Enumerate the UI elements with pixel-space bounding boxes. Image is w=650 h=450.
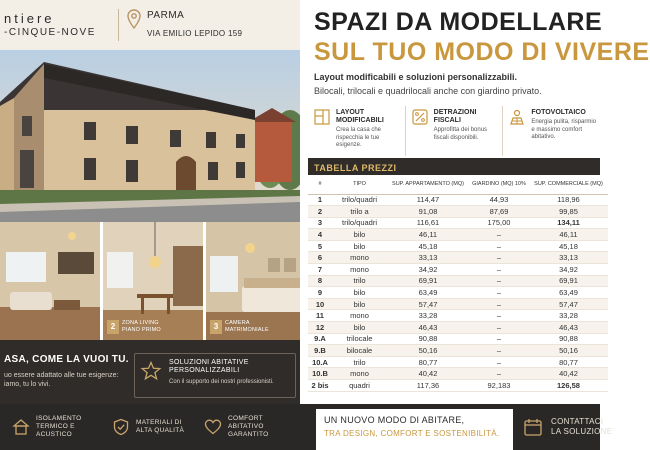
brand-name [0, 11, 118, 40]
layout-icon [314, 109, 330, 125]
footer-feature-label: MATERIALI DI ALTA QUALITÀ [136, 419, 185, 434]
table-cell: mono [332, 310, 387, 322]
table-cell: 57,47 [529, 298, 608, 310]
headline-accent: SUL TUO MODO DI VIVERE [314, 38, 650, 66]
column-header: # [308, 175, 332, 194]
photo-living-room [0, 222, 100, 340]
table-cell: trilo [332, 275, 387, 287]
table-cell: 69,91 [529, 275, 608, 287]
table-row [308, 287, 608, 299]
table-cell: 134,11 [529, 217, 608, 229]
table-cell: 90,88 [529, 333, 608, 345]
feature-text: Energia pulita, risparmio e massimo comfort abitativo. [531, 119, 597, 140]
feature-layout [308, 106, 406, 156]
table-header-row [308, 175, 608, 194]
table-cell: 7 [308, 264, 332, 276]
feature-solar [503, 106, 600, 156]
contact-label: CONTATTACI [551, 417, 604, 426]
table-cell: – [469, 333, 529, 345]
table-cell: 57,47 [387, 298, 469, 310]
percent-icon [412, 109, 428, 125]
feature-text: Crea la casa che rispecchia le tue esigenze. [336, 127, 382, 148]
promo-solutions-text: Con il supporto dei nostri professionisti. [169, 379, 274, 385]
brand-subtitle: -CINQUE-NOVE [4, 26, 96, 38]
table-cell: 33,13 [387, 252, 469, 264]
table-cell: 44,93 [469, 194, 529, 206]
table-cell: 118,96 [529, 194, 608, 206]
table-cell: 126,58 [529, 380, 608, 392]
table-cell: 80,77 [387, 356, 469, 368]
table-cell: – [469, 310, 529, 322]
table-cell: 2 [308, 206, 332, 218]
footer-feature-label: ISOLAMENTO TERMICO E ACUSTICO [36, 415, 82, 438]
table-row [308, 217, 608, 229]
map-pin-icon [127, 9, 141, 29]
table-cell: 12 [308, 322, 332, 334]
table-cell: trilo/quadri [332, 194, 387, 206]
table-row [308, 275, 608, 287]
footer-feature-comfort [192, 404, 300, 450]
promo-text: uo essere adattato alle tue esigenze: iamo, tu lo vivi. [4, 372, 119, 388]
promo-title: ASA, COME LA VUOI TU. [4, 354, 129, 365]
table-cell: 4 [308, 229, 332, 241]
table-cell: 90,88 [387, 333, 469, 345]
table-cell: 63,49 [529, 287, 608, 299]
brand-title: ntiere [4, 10, 55, 26]
price-table-body [308, 194, 608, 391]
table-cell: trilocale [332, 333, 387, 345]
slogan-line: UN NUOVO MODO DI ABITARE, [324, 415, 465, 425]
footer-feature-label: COMFORT ABITATIVO GARANTITO [228, 415, 269, 438]
table-row [308, 194, 608, 206]
street-address: VIA EMILIO LEPIDO 159 [147, 28, 243, 38]
table-cell: – [469, 264, 529, 276]
table-row [308, 264, 608, 276]
table-cell: 10.B [308, 368, 332, 380]
table-cell: – [469, 240, 529, 252]
table-cell: 11 [308, 310, 332, 322]
column-header: SUP. APPARTAMENTO (MQ) [387, 175, 469, 194]
table-cell: 9 [308, 287, 332, 299]
table-cell: 33,28 [529, 310, 608, 322]
table-cell: bilo [332, 229, 387, 241]
brand-header [0, 0, 300, 50]
table-cell: 33,13 [529, 252, 608, 264]
column-header: SUP. COMMERCIALE (MQ) [529, 175, 608, 194]
table-row [308, 368, 608, 380]
column-header: GIARDINO (MQ) 10% [469, 175, 529, 194]
table-cell: – [469, 322, 529, 334]
table-cell: mono [332, 252, 387, 264]
table-cell: 116,61 [387, 217, 469, 229]
photo-number: 2 [107, 320, 119, 334]
table-row [308, 345, 608, 357]
table-cell: 87,69 [469, 206, 529, 218]
table-cell: 34,92 [387, 264, 469, 276]
heart-icon [204, 418, 222, 436]
table-cell: 50,16 [529, 345, 608, 357]
footer-feature-insulation [0, 404, 100, 450]
feature-title: DETRAZIONI FISCALI [433, 109, 477, 124]
table-cell: 40,42 [529, 368, 608, 380]
location [119, 9, 242, 42]
table-cell: 45,18 [529, 240, 608, 252]
city-label: PARMA [147, 9, 185, 21]
table-cell: quadri [332, 380, 387, 392]
table-cell: 10 [308, 298, 332, 310]
price-table-header [308, 158, 600, 175]
table-row [308, 356, 608, 368]
table-cell: 40,42 [387, 368, 469, 380]
table-row [308, 310, 608, 322]
photo-caption-text: CAMERA MATRIMONIALE [225, 320, 269, 333]
table-cell: 34,92 [529, 264, 608, 276]
slogan-box [316, 409, 513, 450]
promo-personalized-solutions [134, 353, 296, 398]
table-cell: 45,18 [387, 240, 469, 252]
table-cell: bilo [332, 322, 387, 334]
contact-button[interactable] [513, 404, 613, 450]
table-row [308, 229, 608, 241]
table-cell: – [469, 298, 529, 310]
table-cell: 6 [308, 252, 332, 264]
promo-band [0, 340, 300, 404]
table-row [308, 333, 608, 345]
table-cell: – [469, 345, 529, 357]
feature-title: LAYOUT MODIFICABILI [336, 109, 384, 124]
photo-bedroom [206, 222, 306, 340]
table-cell: 5 [308, 240, 332, 252]
photo-number: 3 [210, 320, 222, 334]
shield-icon [112, 418, 130, 436]
table-cell: 46,11 [387, 229, 469, 241]
table-row [308, 240, 608, 252]
table-cell: bilocale [332, 345, 387, 357]
table-cell: 1 [308, 194, 332, 206]
table-cell: 3 [308, 217, 332, 229]
table-row [308, 298, 608, 310]
table-cell: bilo [332, 287, 387, 299]
table-cell: – [469, 252, 529, 264]
table-row [308, 380, 608, 392]
table-cell: 69,91 [387, 275, 469, 287]
interior-photos [0, 222, 300, 340]
table-cell: trilo a [332, 206, 387, 218]
table-cell: 9.A [308, 333, 332, 345]
table-cell: 114,47 [387, 194, 469, 206]
table-cell: 175,00 [469, 217, 529, 229]
price-table-title: TABELLA PREZZI [314, 163, 397, 173]
slogan-accent-line: TRA DESIGN, COMFORT E SOSTENIBILITÀ. [324, 429, 500, 438]
calendar-icon [523, 417, 543, 437]
feature-text: Approfitta dei bonus fiscali disponibili. [433, 127, 488, 141]
price-table [308, 175, 608, 392]
table-cell: mono [332, 264, 387, 276]
table-row [308, 206, 608, 218]
table-cell: – [469, 275, 529, 287]
table-cell: 99,85 [529, 206, 608, 218]
lead-text: Bilocali, trilocali e quadrilocali anche con giardino privato. [314, 86, 542, 96]
contact-sublabel: LA SOLUZIONE [551, 427, 613, 436]
column-header: TIPO [332, 175, 387, 194]
photo-caption [210, 320, 269, 334]
table-cell: 117,36 [387, 380, 469, 392]
table-cell: 46,43 [529, 322, 608, 334]
table-cell: 33,28 [387, 310, 469, 322]
table-cell: trilo [332, 356, 387, 368]
table-cell: 91,08 [387, 206, 469, 218]
photo-living-area [103, 222, 203, 340]
table-cell: – [469, 368, 529, 380]
table-cell: 46,11 [529, 229, 608, 241]
table-row [308, 252, 608, 264]
table-cell: bilo [332, 298, 387, 310]
table-cell: – [469, 229, 529, 241]
promo-solutions-title: SOLUZIONI ABITATIVE PERSONALIZZABILI [169, 359, 249, 374]
solar-panel-icon [509, 109, 525, 125]
photo-caption-text: ZONA LIVING PIANO PRIMO [122, 320, 161, 333]
headline-main: SPAZI DA MODELLARE [314, 8, 603, 36]
footer-feature-materials [100, 404, 192, 450]
feature-list [308, 106, 600, 156]
table-cell: 50,16 [387, 345, 469, 357]
table-cell: 46,43 [387, 322, 469, 334]
table-cell: 8 [308, 275, 332, 287]
table-cell: trilo/quadri [332, 217, 387, 229]
table-cell: – [469, 287, 529, 299]
table-cell: 63,49 [387, 287, 469, 299]
table-cell: – [469, 356, 529, 368]
table-cell: 92,183 [469, 380, 529, 392]
table-cell: 9.B [308, 345, 332, 357]
lead-text-bold: Layout modificabili e soluzioni personalizzabili. [314, 72, 518, 82]
table-cell: 10.A [308, 356, 332, 368]
table-cell: 2 bis [308, 380, 332, 392]
table-cell: mono [332, 368, 387, 380]
feature-title: FOTOVOLTAICO [531, 109, 586, 116]
photo-caption [107, 320, 162, 334]
feature-tax [406, 106, 504, 156]
house-icon [12, 418, 30, 436]
building-rendering [0, 50, 300, 222]
star-icon [141, 361, 161, 381]
table-cell: 80,77 [529, 356, 608, 368]
table-row [308, 322, 608, 334]
promo-custom-home [0, 340, 134, 404]
table-cell: bilo [332, 240, 387, 252]
